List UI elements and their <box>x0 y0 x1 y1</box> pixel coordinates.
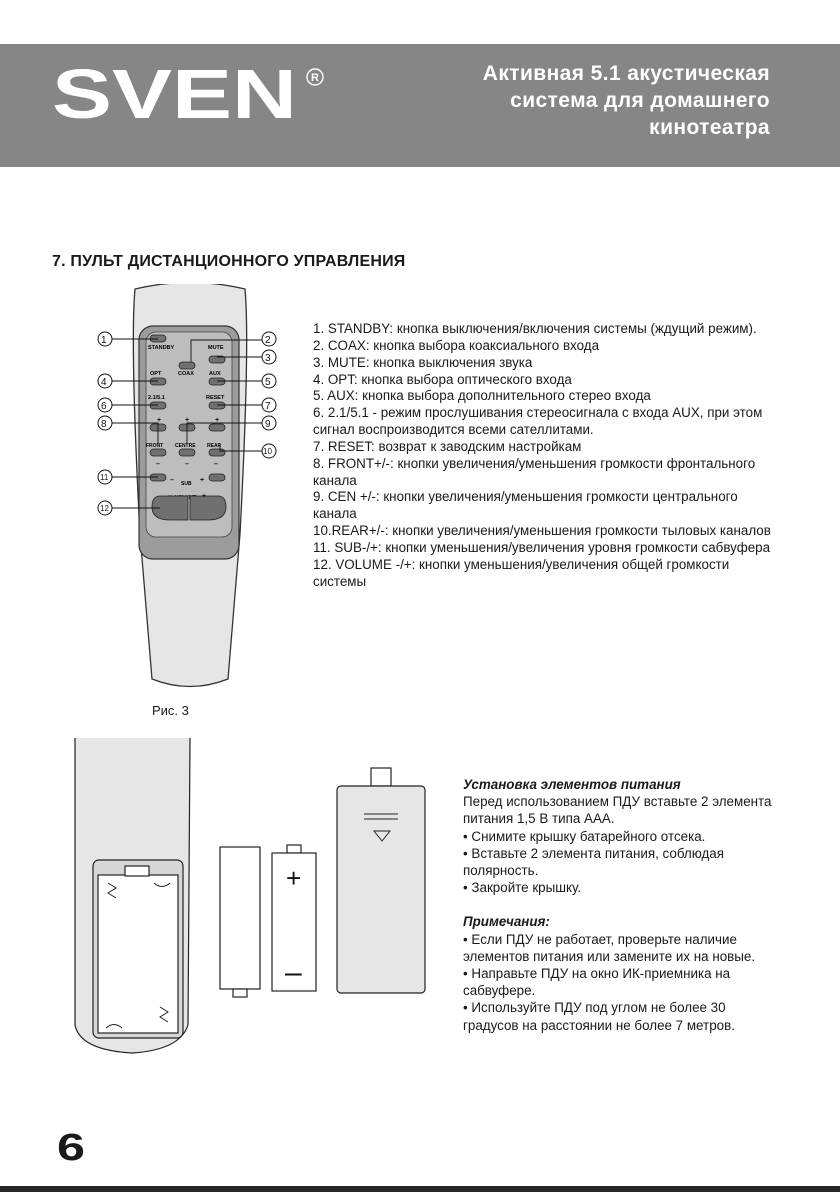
svg-text:–: – <box>170 477 174 484</box>
svg-text:+: + <box>185 417 190 424</box>
svg-text:STANDBY: STANDBY <box>148 345 175 351</box>
centre-minus-button[interactable] <box>179 449 195 456</box>
svg-text:–: – <box>185 461 189 468</box>
svg-text:3: 3 <box>265 353 271 364</box>
reset-button[interactable] <box>209 402 225 409</box>
list-item: 5. AUX: кнопка выбора дополнительного стерео входа <box>313 388 651 404</box>
svg-text:+: + <box>200 477 205 484</box>
volume-plus-button[interactable] <box>190 496 226 520</box>
list-item: 12. VOLUME -/+: кнопки уменьшения/увеличения общей громкости системы <box>313 556 730 589</box>
svg-text:1: 1 <box>101 335 107 346</box>
front-minus-button[interactable] <box>150 449 166 456</box>
list-item: 7. RESET: возврат к заводским настройкам <box>313 438 582 454</box>
button-description-list <box>313 321 783 591</box>
battery-line: • Вставьте 2 элемента питания, соблюдая полярность. <box>463 845 724 879</box>
svg-text:7: 7 <box>265 401 271 412</box>
list-item: 4. OPT: кнопка выбора оптического входа <box>313 371 572 387</box>
svg-text:FRONT: FRONT <box>146 443 164 449</box>
battery-cover <box>337 786 425 993</box>
svg-text:–: – <box>168 493 172 500</box>
svg-text:–: – <box>214 461 218 468</box>
sub-plus-button[interactable] <box>209 474 225 481</box>
figure-caption: Рис. 3 <box>152 703 189 718</box>
notes-line: • Направьте ПДУ на окно ИК-приемника на сабвуфере. <box>463 966 731 999</box>
minus-sign: – <box>285 956 302 989</box>
list-item: 10.REAR+/-: кнопки увеличения/уменьшения громкости тыловых каналов <box>313 523 771 539</box>
svg-text:6: 6 <box>101 401 107 412</box>
svg-text:SUB: SUB <box>181 481 192 487</box>
battery-illustration <box>50 735 450 1065</box>
list-item: 2. COAX: кнопка выбора коаксиального входа <box>313 337 600 353</box>
svg-text:2: 2 <box>265 335 271 346</box>
svg-text:–: – <box>156 461 160 468</box>
battery-instructions <box>463 776 783 1034</box>
svg-text:6: 6 <box>57 1130 85 1164</box>
sven-logo <box>52 66 327 124</box>
battery-line: • Закройте крышку. <box>463 880 582 896</box>
notes-line: • Если ПДУ не работает, проверьте наличие элементов питания или замените их на новые. <box>463 931 756 964</box>
svg-text:CENTRE: CENTRE <box>175 443 196 449</box>
battery-heading: Установка элементов питания <box>463 777 681 792</box>
svg-text:8: 8 <box>101 419 107 430</box>
battery-line: Перед использованием ПДУ вставьте 2 элемента питания 1,5 В типа ААА. <box>463 794 772 827</box>
header-title <box>390 60 770 141</box>
svg-text:MUTE: MUTE <box>208 345 224 351</box>
list-item: 11. SUB-/+: кнопки уменьшения/увеличения уровня громкости сабвуфера <box>313 539 771 555</box>
svg-text:9: 9 <box>265 419 271 430</box>
list-item: 3. MUTE: кнопка выключения звука <box>313 354 533 370</box>
list-item: 9. CEN +/-: кнопки увеличения/уменьшения громкости центрального канала <box>313 489 738 522</box>
plus-sign: + <box>286 863 302 893</box>
list-item: 6. 2.1/5.1 - режим прослушивания стереосигнала с входа AUX, при этом сигнал воспроизводится всеми сателлитами. <box>313 405 763 438</box>
sub-minus-button[interactable] <box>150 474 166 481</box>
remote-illustration <box>90 284 290 694</box>
notes-line: • Используйте ПДУ под углом не более 30 градусов на расстоянии не более 7 метров. <box>463 1000 735 1033</box>
bottom-rule <box>0 1186 840 1192</box>
page-number <box>57 1130 91 1164</box>
battery-cell <box>220 847 260 989</box>
svg-text:AUX: AUX <box>209 371 221 377</box>
aux-button[interactable] <box>209 378 225 385</box>
svg-text:12: 12 <box>100 504 109 513</box>
section-title: 7. ПУЛЬТ ДИСТАНЦИОННОГО УПРАВЛЕНИЯ <box>52 253 406 270</box>
svg-text:+: + <box>157 417 162 424</box>
header-title-line: система для домашнего <box>510 89 770 112</box>
svg-text:COAX: COAX <box>178 371 194 377</box>
list-item: 1. STANDBY: кнопка выключения/включения системы (ждущий режим). <box>313 321 757 336</box>
svg-text:+: + <box>215 417 220 424</box>
svg-text:REAR: REAR <box>207 443 222 449</box>
list-item: 8. FRONT+/-: кнопки увеличения/уменьшения громкости фронтального канала <box>313 455 756 488</box>
svg-text:10: 10 <box>263 447 272 456</box>
battery-line: • Снимите крышку батарейного отсека. <box>463 828 706 844</box>
standby-button[interactable] <box>150 335 166 342</box>
svg-text:+: + <box>202 493 207 500</box>
svg-text:RESET: RESET <box>206 395 225 401</box>
svg-text:OPT: OPT <box>150 371 162 377</box>
header-title-line: Активная 5.1 акустическая <box>482 62 770 85</box>
opt-button[interactable] <box>150 378 166 385</box>
svg-text:5: 5 <box>265 377 271 388</box>
mode-button[interactable] <box>150 402 166 409</box>
svg-text:2.1/5.1: 2.1/5.1 <box>148 395 165 401</box>
header-title-line: кинотеатра <box>649 116 770 139</box>
brand-wordmark: SVEN <box>52 66 297 124</box>
rear-plus-button[interactable] <box>209 424 225 431</box>
svg-text:4: 4 <box>101 377 107 388</box>
notes-heading: Примечания: <box>463 914 550 930</box>
coax-button[interactable] <box>179 362 195 369</box>
svg-text:11: 11 <box>100 473 109 482</box>
rear-minus-button[interactable] <box>209 449 225 456</box>
svg-text:R: R <box>311 72 319 84</box>
